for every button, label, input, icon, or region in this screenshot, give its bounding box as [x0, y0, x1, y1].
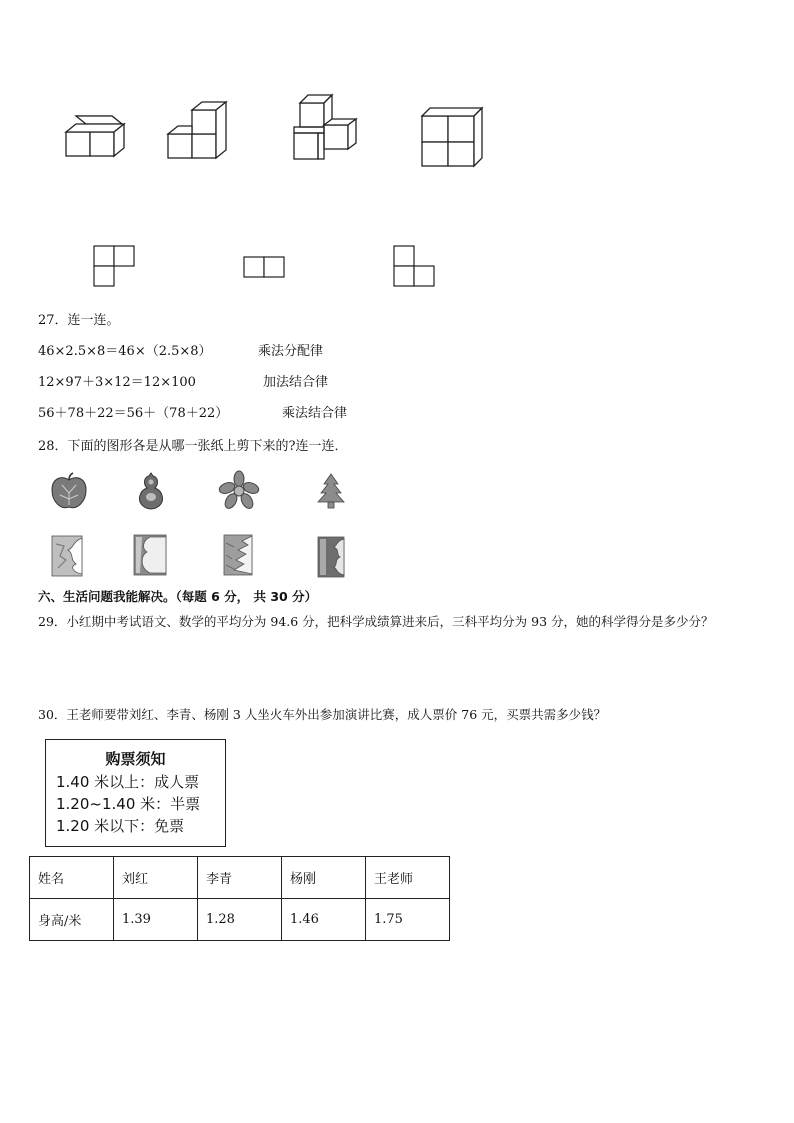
view-figure-1 [93, 245, 137, 289]
notice-line-2: 1.20~1.40 米：半票 [56, 795, 201, 813]
table-cell: 1.75 [366, 899, 450, 941]
notice-line-3: 1.20 米以下：免票 [56, 817, 185, 835]
table-cell: 1.39 [114, 899, 198, 941]
apple-shape-icon [48, 471, 90, 513]
q30-text: 30．王老师要带刘红、李青、杨刚 3 人坐火车外出参加演讲比赛，成人票价 76 元，买票共需多少钱？ [38, 707, 607, 722]
table-cell: 王老师 [366, 857, 450, 899]
flower-shape-icon [217, 470, 261, 510]
table-cell: 1.46 [282, 899, 366, 941]
cube-figure-3 [290, 93, 362, 165]
cube-figure-1 [62, 110, 128, 160]
table-cell: 刘红 [114, 857, 198, 899]
q28-title: 28．下面的图形各是从哪一张纸上剪下来的?连一连． [38, 439, 348, 454]
q27-left-item-2: 12×97＋3×12＝12×100 [38, 375, 196, 390]
paper-cutout-1 [50, 534, 86, 578]
paper-cutout-4 [314, 535, 348, 579]
notice-line-1: 1.40 米以上：成人票 [56, 773, 200, 791]
height-table [29, 856, 450, 941]
q27-left-item-1: 46×2.5×8＝46×（2.5×8） [38, 344, 212, 359]
table-cell: 身高/米 [30, 899, 114, 941]
table-header-row [30, 857, 450, 899]
q27-left-item-3: 56＋78＋22＝56＋（78＋22） [38, 406, 229, 421]
cube-figure-4 [418, 104, 484, 170]
table-cell: 姓名 [30, 857, 114, 899]
cube-figure-2 [164, 98, 230, 162]
q27-right-item-3: 乘法结合律 [282, 406, 348, 421]
table-cell: 李青 [198, 857, 282, 899]
view-figure-3 [393, 245, 437, 289]
q27-right-item-2: 加法结合律 [263, 375, 329, 390]
notice-title: 购票须知 [105, 750, 166, 768]
table-cell: 1.28 [198, 899, 282, 941]
paper-cutout-2 [132, 533, 168, 577]
q29-text: 29．小红期中考试语文、数学的平均分为 94.6 分，把科学成绩算进来后，三科平均分为 93 分，她的科学得分是多少分？ [38, 614, 714, 629]
q27-title: 27．连一连。 [38, 313, 120, 328]
tree-shape-icon [312, 472, 350, 510]
view-figure-2 [243, 256, 287, 280]
table-cell: 杨刚 [282, 857, 366, 899]
ticket-notice-box [45, 739, 226, 847]
q27-right-item-1: 乘法分配律 [258, 344, 324, 359]
gourd-shape-icon [132, 470, 170, 512]
section6-title: 六、生活问题我能解决。（每题 6 分， 共 30 分） [38, 589, 318, 604]
table-row [30, 899, 450, 941]
paper-cutout-3 [222, 533, 256, 577]
